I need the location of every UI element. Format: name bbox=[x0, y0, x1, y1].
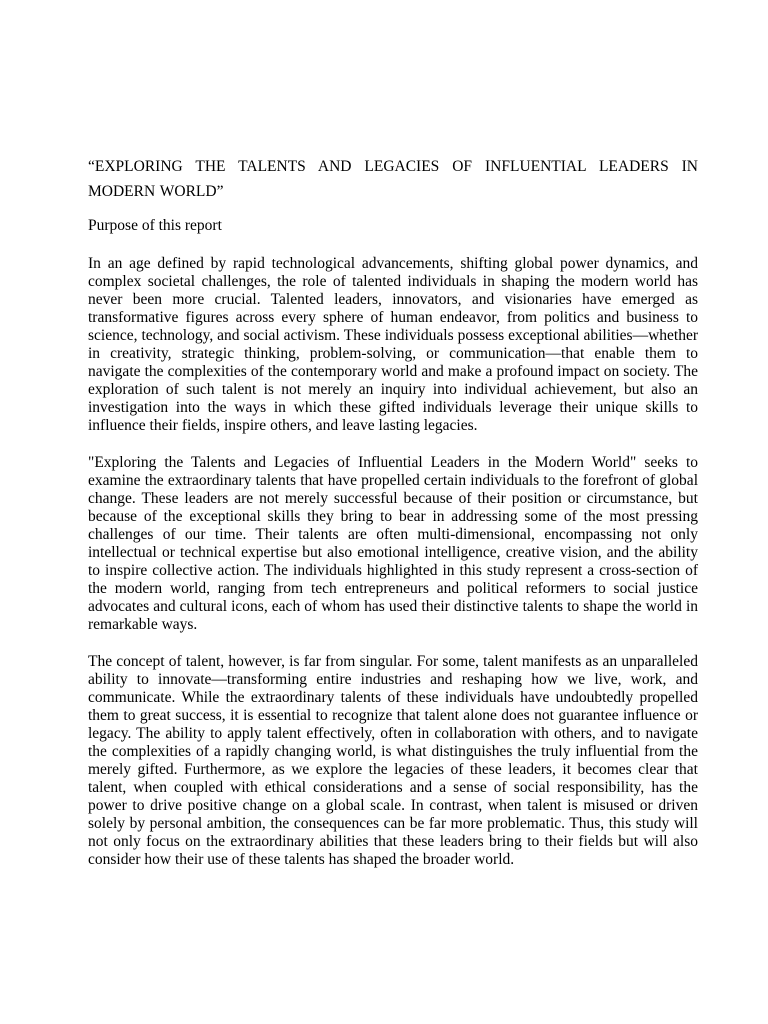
paragraph-2: "Exploring the Talents and Legacies of Influential Leaders in the Modern World" seeks to examine the extraordinary talents that have propelled certain individuals to the forefront of global change. These leaders are not merely successful because of their position or circumstance, but because of the exceptional skills they bring to bear in addressing some of the most pressing challenges of our time. Their talents are often multi-dimensional, encompassing not only intellectual or technical expertise but also emotional intelligence, creative vision, and the ability to inspire collective action. The individuals highlighted in this study represent a cross-section of the modern world, ranging from tech entrepreneurs and political reformers to social justice advocates and cultural icons, each of whom has used their distinctive talents to shape the world in remarkable ways. bbox=[88, 454, 698, 633]
document-subtitle: Purpose of this report bbox=[88, 217, 222, 234]
paragraph-3: The concept of talent, however, is far from singular. For some, talent manifests as an unparalleled ability to innovate—transforming entire industries and reshaping how we live, work, and communicate. While the extraordinary talents of these individuals have undoubtedly propelled them to great success, it is essential to recognize that talent alone does not guarantee influence or legacy. The ability to apply talent effectively, often in collaboration with others, and to navigate the complexities of a rapidly changing world, is what distinguishes the truly influential from the merely gifted. Furthermore, as we explore the legacies of these leaders, it becomes clear that talent, when coupled with ethical considerations and a sense of social responsibility, has the power to drive positive change on a global scale. In contrast, when talent is misused or driven solely by personal ambition, the consequences can be far more problematic. Thus, this study will not only focus on the extraordinary abilities that these leaders bring to their fields but will also consider how their use of these talents has shaped the broader world. bbox=[88, 653, 698, 868]
paragraph-1: In an age defined by rapid technological advancements, shifting global power dynamics, and complex societal challenges, the role of talented individuals in shaping the modern world has never been more crucial. Talented leaders, innovators, and visionaries have emerged as transformative figures across every sphere of human endeavor, from politics and business to science, technology, and social activism. These individuals possess exceptional abilities—whether in creativity, strategic thinking, problem-solving, or communication—that enable them to navigate the complexities of the contemporary world and make a profound impact on society. The exploration of such talent is not merely an inquiry into individual achievement, but also an investigation into the ways in which these gifted individuals leverage their unique skills to influence their fields, inspire others, and leave lasting legacies. bbox=[88, 255, 698, 434]
document-page bbox=[88, 154, 698, 869]
document-title: “EXPLORING THE TALENTS AND LEGACIES OF INFLUENTIAL LEADERS IN MODERN WORLD” bbox=[88, 158, 698, 200]
